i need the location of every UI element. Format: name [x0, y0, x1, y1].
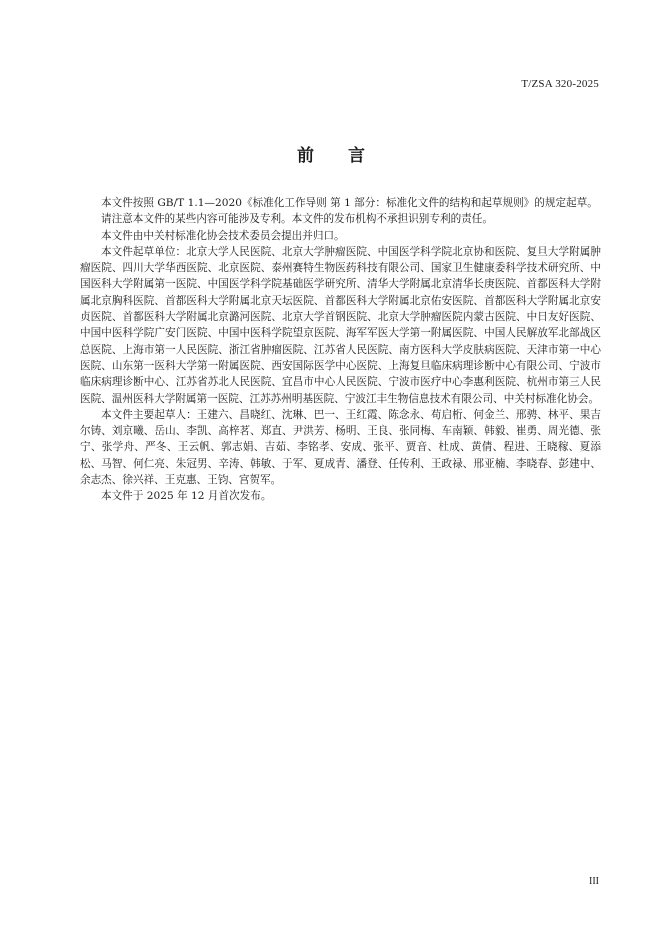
standard-number: T/ZSA 320-2025: [521, 78, 599, 90]
document-body: [80, 195, 601, 505]
page-number: III: [589, 876, 599, 887]
paragraph-publication: 本文件于 2025 年 12 月首次发布。: [101, 490, 272, 503]
paragraph-drafting-units: 本文件起草单位：北京大学人民医院、北京大学肿瘤医院、中国医学科学院北京协和医院、复旦大学附属肿瘤医院、四川大学华西医院、北京医院、泰州赛特生物医药科技有限公司、国家卫生健康委科学技术研究所、中国医科大学附属第一医院、中国医学科学院基础医学研究所、清华大学附属北京清华长庚医院、首都医科大学附属北京胸科医院、首都医科大学附属北京天坛医院、首都医科大学附属北京佑安医院、首都医科大学附属北京安贞医院、首都医科大学附属北京潞河医院、北京大学首钢医院、北京大学肿瘤医院内蒙古医院、中日友好医院、中国中医科学院广安门医院、中国中医科学院望京医院、海军军医大学第一附属医院、中国人民解放军北部战区总医院、上海市第一人民医院、浙江省肿瘤医院、江苏省人民医院、南方医科大学皮肤病医院、天津市第一中心医院、山东第一医科大学第一附属医院、西安国际医学中心医院、上海复旦临床病理诊断中心有限公司、宁波市临床病理诊断中心、江苏省苏北人民医院、宜昌市中心人民医院、宁波市医疗中心李惠利医院、杭州市第三人民医院、温州医科大学附属第一医院、江苏苏州明基医院、宁波江丰生物信息技术有限公司、中关村标准化协会。: [80, 245, 601, 405]
paragraph-proposer: 本文件由中关村标准化协会技术委员会提出并归口。: [101, 229, 345, 242]
page-title: 前言: [297, 146, 399, 166]
paragraph-drafting-rules: 本文件按照 GB/T 1.1—2020《标准化工作导则 第 1 部分：标准化文件的结构和起草规则》的规定起草。: [101, 197, 598, 209]
paragraph-patent-notice: 请注意本文件的某些内容可能涉及专利。本文件的发布机构不承担识别专利的责任。: [101, 213, 493, 226]
paragraph-drafters: 本文件主要起草人：王建六、昌晓红、沈琳、巴一、王红霞、陈念永、苟启桁、何金兰、邢骋、林平、果吉尔铸、刘京曦、岳山、李凯、高梓茗、郑直、尹洪芳、杨明、王良、张同梅、车南颖、韩毅、崔勇、周光德、张宁、张学舟、严冬、王云帆、郭志娟、吉茹、李铭孝、安成、张平、贾音、杜成、黄倩、程进、王晓稼、夏添松、马智、何仁亮、朱冠男、辛涛、韩敏、于军、夏成青、潘登、任传利、王政禄、邢亚楠、李晓春、彭建中、余志杰、徐兴祥、王克惠、王钧、宫贺军。: [80, 408, 601, 487]
